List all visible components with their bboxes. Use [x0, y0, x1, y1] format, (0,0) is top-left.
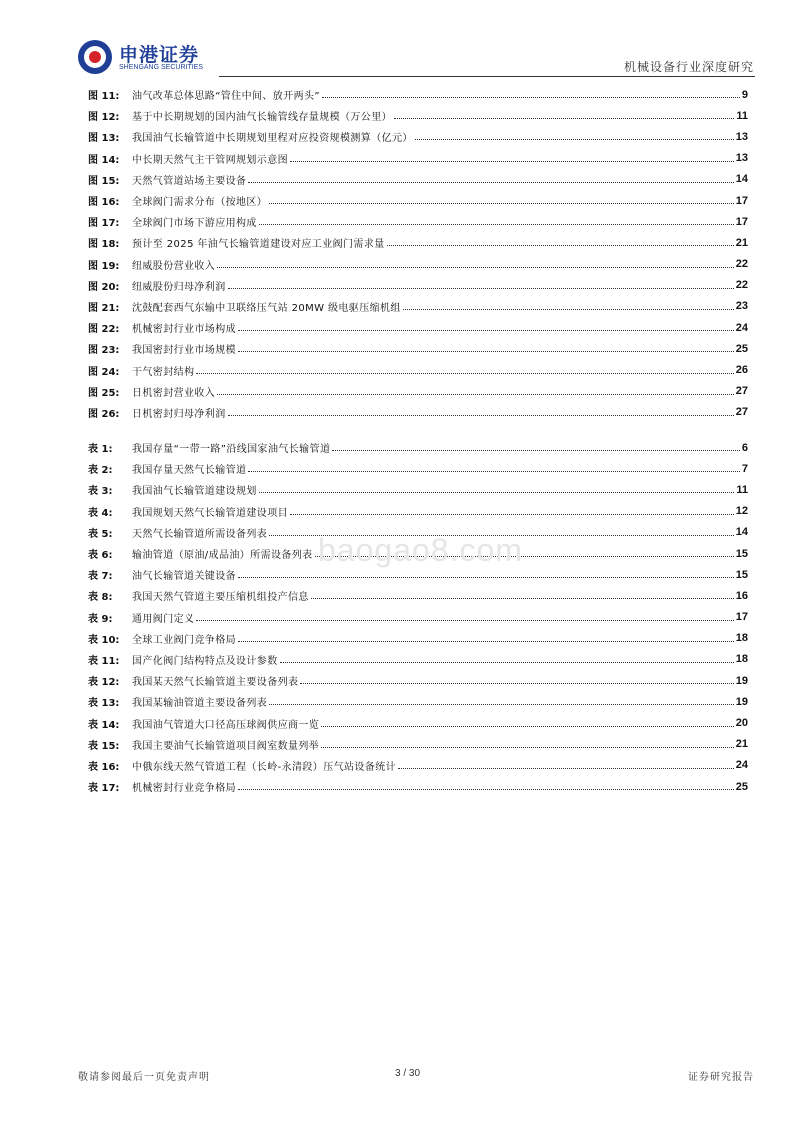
dot-leader: [394, 118, 734, 119]
entry-number: 图 21:: [88, 302, 120, 314]
figure-entry[interactable]: [88, 84, 748, 105]
entry-page-number: 19: [735, 674, 748, 687]
entry-page-number: 24: [735, 321, 748, 334]
footer-disclaimer: 敬请参阅最后一页免责声明: [78, 1072, 210, 1083]
dot-leader: [290, 514, 734, 515]
entry-title: 我国油气管道大口径高压球阀供应商一览: [132, 719, 320, 731]
watermark: baogao8.com: [318, 532, 523, 568]
dot-leader: [238, 351, 734, 352]
figure-entry[interactable]: [88, 190, 748, 211]
entry-number: 图 23:: [88, 345, 120, 357]
entry-title: 我国某输油管道主要设备列表: [132, 698, 268, 710]
entry-number: 表 13:: [88, 698, 120, 710]
entry-page-number: 27: [735, 385, 748, 398]
entry-number: 表 6:: [88, 550, 113, 562]
dot-leader: [290, 161, 734, 162]
dot-leader: [269, 203, 734, 204]
entry-page-number: 14: [735, 526, 748, 539]
entry-number: 表 4:: [88, 507, 113, 519]
entry-title: 纽威股份营业收入: [132, 260, 216, 272]
entry-title: 纽威股份归母净利润: [132, 281, 226, 293]
entry-title: 我国油气长输管道中长期规划里程对应投资规模测算（亿元）: [132, 133, 413, 145]
entry-title: 天然气管道站场主要设备: [132, 175, 247, 187]
dot-leader: [280, 662, 734, 663]
entry-page-number: 18: [735, 632, 748, 645]
entry-title: 我国密封行业市场规模: [132, 345, 236, 357]
entry-title: 我国主要油气长输管道项目阀室数量列举: [132, 740, 320, 752]
entry-title: 机械密封行业市场构成: [132, 324, 236, 336]
header-divider: [219, 76, 755, 77]
dot-leader: [415, 139, 734, 140]
table-entry[interactable]: [88, 479, 748, 500]
entry-page-number: 25: [735, 342, 748, 355]
entry-page-number: 27: [735, 406, 748, 419]
entry-page-number: 12: [735, 505, 748, 518]
dot-leader: [238, 641, 734, 642]
entry-title: 我国油气长输管道建设规划: [132, 486, 257, 498]
logo-emblem-icon: [78, 40, 112, 74]
entry-number: 图 11:: [88, 91, 120, 103]
entry-page-number: 22: [735, 279, 748, 292]
dot-leader: [322, 97, 740, 98]
entry-number: 图 16:: [88, 197, 120, 209]
entry-page-number: 16: [735, 589, 748, 602]
entry-number: 图 25:: [88, 387, 120, 399]
entry-title: 国产化阀门结构特点及设计参数: [132, 655, 278, 667]
table-entry[interactable]: [88, 607, 748, 628]
entry-title: 我国存量“一带一路”沿线国家油气长输管道: [132, 444, 331, 456]
entry-title: 全球工业阀门竞争格局: [132, 634, 236, 646]
page-header: [0, 0, 800, 80]
entry-page-number: 23: [735, 300, 748, 313]
logo-english-name: SHENGANG SECURITIES: [119, 64, 204, 71]
entry-number: 表 2:: [88, 465, 113, 477]
figure-entry[interactable]: [88, 275, 748, 296]
entry-page-number: 15: [735, 547, 748, 560]
company-logo: [78, 40, 238, 76]
figure-entry[interactable]: [88, 105, 748, 126]
table-entry[interactable]: [88, 776, 748, 797]
entry-number: 表 9:: [88, 613, 113, 625]
entry-number: 图 14:: [88, 154, 120, 166]
entry-page-number: 21: [735, 738, 748, 751]
dot-leader: [196, 373, 733, 374]
figure-entry[interactable]: [88, 254, 748, 275]
entry-title: 我国天然气管道主要压缩机组投产信息: [132, 592, 309, 604]
dot-leader: [228, 415, 734, 416]
dot-leader: [398, 768, 734, 769]
entry-page-number: 17: [735, 215, 748, 228]
dot-leader: [217, 394, 734, 395]
figure-entry[interactable]: [88, 402, 748, 423]
table-entry[interactable]: [88, 501, 748, 522]
entry-page-number: 7: [741, 462, 748, 475]
entry-page-number: 25: [735, 780, 748, 793]
entry-page-number: 15: [735, 568, 748, 581]
dot-leader: [217, 267, 734, 268]
entry-title: 中俄东线天然气管道工程（长岭-永清段）压气站设备统计: [132, 761, 397, 773]
entry-page-number: 13: [735, 130, 748, 143]
dot-leader: [332, 450, 740, 451]
entry-page-number: 11: [736, 109, 748, 122]
entry-title: 机械密封行业竞争格局: [132, 783, 236, 795]
dot-leader: [259, 492, 735, 493]
entry-title: 输油管道（原油/成品油）所需设备列表: [132, 550, 313, 562]
entry-title: 干气密封结构: [132, 366, 195, 378]
entry-title: 全球阀门市场下游应用构成: [132, 218, 257, 230]
dot-leader: [300, 683, 733, 684]
entry-number: 表 10:: [88, 634, 120, 646]
entry-number: 图 24:: [88, 366, 120, 378]
entry-page-number: 26: [735, 364, 748, 377]
figure-entry[interactable]: [88, 296, 748, 317]
entry-page-number: 11: [736, 483, 748, 496]
entry-title: 油气长输管道关键设备: [132, 571, 236, 583]
entry-number: 图 12:: [88, 112, 120, 124]
entry-number: 图 18:: [88, 239, 120, 251]
entry-number: 图 26:: [88, 408, 120, 420]
figure-entry[interactable]: [88, 169, 748, 190]
table-entry[interactable]: [88, 628, 748, 649]
table-entry[interactable]: [88, 755, 748, 776]
dot-leader: [311, 598, 734, 599]
footer-doc-type: 证券研究报告: [688, 1072, 754, 1083]
entry-number: 图 20:: [88, 281, 120, 293]
entry-page-number: 6: [741, 441, 748, 454]
entry-title: 我国规划天然气长输管道建设项目: [132, 507, 288, 519]
entry-number: 表 14:: [88, 719, 120, 731]
table-list: [88, 437, 748, 797]
entry-page-number: 19: [735, 695, 748, 708]
table-entry[interactable]: [88, 437, 748, 458]
entry-title: 日机密封归母净利润: [132, 408, 226, 420]
table-entry[interactable]: [88, 458, 748, 479]
entry-title: 沈鼓配套西气东输中卫联络压气站 20MW 级电驱压缩机组: [132, 302, 401, 314]
figure-entry[interactable]: [88, 232, 748, 253]
table-entry[interactable]: [88, 649, 748, 670]
entry-page-number: 18: [735, 653, 748, 666]
report-title: 机械设备行业深度研究: [623, 60, 754, 74]
dot-leader: [403, 309, 734, 310]
entry-page-number: 22: [735, 258, 748, 271]
table-entry[interactable]: [88, 712, 748, 733]
entry-number: 表 3:: [88, 486, 113, 498]
dot-leader: [269, 704, 734, 705]
dot-leader: [238, 577, 734, 578]
entry-title: 通用阀门定义: [132, 613, 195, 625]
entry-number: 表 7:: [88, 571, 113, 583]
entry-title: 预计至 2025 年油气长输管道建设对应工业阀门需求量: [132, 239, 385, 251]
entry-number: 表 12:: [88, 677, 120, 689]
entry-number: 图 17:: [88, 218, 120, 230]
entry-page-number: 17: [735, 194, 748, 207]
figure-entry[interactable]: [88, 148, 748, 169]
dot-leader: [387, 245, 734, 246]
figure-entry[interactable]: [88, 338, 748, 359]
entry-page-number: 20: [735, 717, 748, 730]
dot-leader: [248, 471, 739, 472]
figure-entry[interactable]: [88, 381, 748, 402]
figure-entry[interactable]: [88, 211, 748, 232]
entry-number: 表 16:: [88, 761, 120, 773]
page-footer: [0, 1068, 800, 1098]
figure-list: [88, 84, 748, 423]
entry-number: 表 17:: [88, 783, 120, 795]
entry-page-number: 14: [735, 173, 748, 186]
dot-leader: [321, 747, 734, 748]
entry-number: 表 11:: [88, 655, 120, 667]
entry-title: 我国存量天然气长输管道: [132, 465, 247, 477]
entry-title: 全球阀门需求分布（按地区）: [132, 197, 268, 209]
entry-title: 中长期天然气主干管网规划示意图: [132, 154, 288, 166]
table-entry[interactable]: [88, 691, 748, 712]
entry-number: 图 22:: [88, 324, 120, 336]
entry-number: 图 19:: [88, 260, 120, 272]
logo-chinese-name: 申港证券: [119, 44, 200, 66]
entry-number: 表 1:: [88, 444, 113, 456]
figure-entry[interactable]: [88, 359, 748, 380]
figure-entry[interactable]: [88, 126, 748, 147]
entry-number: 图 15:: [88, 175, 120, 187]
entry-page-number: 17: [735, 611, 748, 624]
dot-leader: [238, 330, 734, 331]
entry-page-number: 9: [741, 88, 748, 101]
table-entry[interactable]: [88, 585, 748, 606]
entry-title: 我国某天然气长输管道主要设备列表: [132, 677, 299, 689]
entry-page-number: 13: [735, 152, 748, 165]
entry-number: 表 5:: [88, 528, 113, 540]
dot-leader: [259, 224, 734, 225]
entry-number: 表 8:: [88, 592, 113, 604]
entry-title: 日机密封营业收入: [132, 387, 216, 399]
entry-page-number: 24: [735, 759, 748, 772]
entry-title: 油气改革总体思路“管住中间、放开两头”: [132, 91, 320, 103]
figure-entry[interactable]: [88, 317, 748, 338]
dot-leader: [248, 182, 733, 183]
page-number: 3 / 30: [395, 1068, 421, 1079]
entry-title: 基于中长期规划的国内油气长输管线存量规模（万公里）: [132, 112, 392, 124]
entry-number: 图 13:: [88, 133, 120, 145]
table-entry[interactable]: [88, 734, 748, 755]
entry-page-number: 21: [735, 236, 748, 249]
dot-leader: [196, 620, 733, 621]
dot-leader: [238, 789, 734, 790]
dot-leader: [228, 288, 734, 289]
dot-leader: [321, 726, 734, 727]
table-entry[interactable]: [88, 670, 748, 691]
entry-title: 天然气长输管道所需设备列表: [132, 528, 268, 540]
entry-number: 表 15:: [88, 740, 120, 752]
